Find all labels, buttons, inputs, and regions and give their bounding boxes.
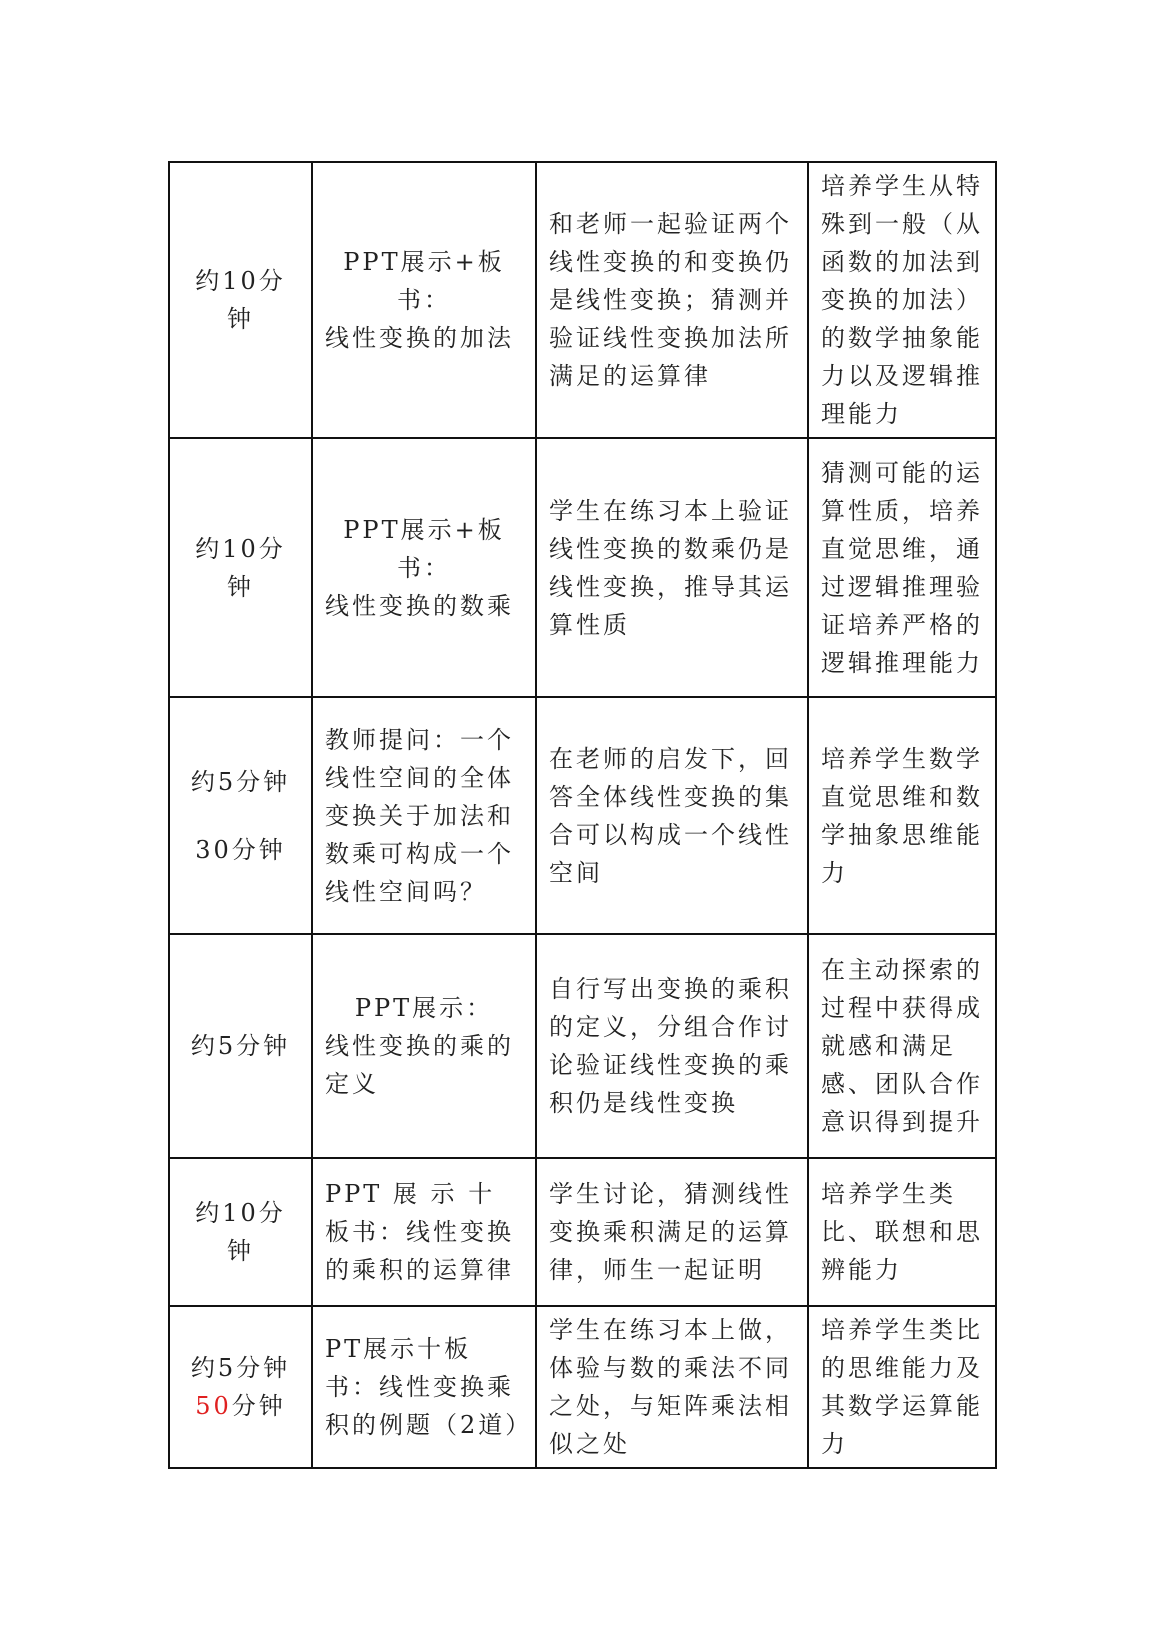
time-cell: [169, 1306, 312, 1468]
time-cell: [169, 697, 312, 934]
activity-line: PPT展示：: [354, 994, 494, 1022]
table-row: [169, 1306, 996, 1468]
time-cell: [169, 162, 312, 438]
goal-text: 猜测可能的运算性质，培养直觉思维，通过逻辑推理验证培养严格的逻辑推理能力: [821, 458, 983, 677]
table-row: [169, 697, 996, 934]
time-cell: [169, 1158, 312, 1306]
activity-cell: [312, 697, 536, 934]
activity-line: 线性变换的乘的定义: [325, 1032, 514, 1098]
activity-line: 线性变换的数乘: [325, 591, 514, 620]
goal-cell: [808, 1158, 996, 1306]
goal-text: 培养学生从特殊到一般（从函数的加法到变换的加法）的数学抽象能力以及逻辑推理能力: [821, 172, 983, 428]
student-activity-text: 在老师的启发下，回答全体线性变换的集合可以构成一个线性空间: [549, 744, 792, 887]
activity-cell: [312, 438, 536, 697]
minutes-suffix: 分钟: [231, 1392, 286, 1420]
activity-line: PPT展示+板书：: [343, 515, 505, 582]
lesson-plan-table: [168, 161, 997, 1469]
table-row: [169, 934, 996, 1158]
time-text: 约10分钟: [195, 534, 286, 601]
goal-text: 培养学生类比、联想和思辨能力: [821, 1180, 983, 1284]
activity-text: PPT 展 示 十 板书：线性变换的乘积的运算律: [325, 1180, 514, 1284]
time-text: 约10分钟: [195, 267, 286, 333]
time-text-total: [182, 1387, 299, 1425]
time-text: 约5分钟: [190, 767, 291, 796]
student-activity-cell: [536, 697, 808, 934]
student-activity-text: 学生在练习本上做，体验与数的乘法不同之处，与矩阵乘法相似之处: [549, 1316, 792, 1458]
goal-text: 在主动探索的过程中获得成就感和满足感、团队合作意识得到提升: [821, 956, 983, 1136]
goal-text: 培养学生数学直觉思维和数学抽象思维能力: [821, 744, 983, 887]
goal-text: 培养学生类比的思维能力及其数学运算能力: [821, 1316, 983, 1458]
student-activity-cell: [536, 1158, 808, 1306]
activity-text: 教师提问：一个线性空间的全体变换关于加法和数乘可构成一个线性空间吗？: [325, 725, 514, 906]
activity-cell: [312, 934, 536, 1158]
table-row: [169, 162, 996, 438]
activity-text: PT展示十板书：线性变换乘积的例题（2道）: [325, 1335, 533, 1439]
student-activity-cell: [536, 1306, 808, 1468]
activity-line: PPT展示+板书：: [343, 248, 505, 314]
student-activity-text: 学生讨论，猜测线性变换乘积满足的运算律，师生一起证明: [549, 1180, 792, 1284]
time-text: 约10分钟: [195, 1199, 286, 1265]
time-text: 约5分钟: [190, 1032, 291, 1060]
goal-cell: [808, 1306, 996, 1468]
table-row: [169, 438, 996, 697]
student-activity-cell: [536, 438, 808, 697]
table-row: [169, 1158, 996, 1306]
goal-cell: [808, 697, 996, 934]
activity-cell: [312, 1306, 536, 1468]
activity-line: 线性变换的加法: [325, 324, 514, 352]
student-activity-text: 和老师一起验证两个线性变换的和变换仍是线性变换；猜测并验证线性变换加法所满足的运算律: [549, 210, 792, 390]
highlighted-minutes: 50: [195, 1392, 232, 1420]
student-activity-cell: [536, 162, 808, 438]
student-activity-text: 学生在练习本上验证线性变换的数乘仍是线性变换，推导其运算性质: [549, 496, 792, 639]
student-activity-cell: [536, 934, 808, 1158]
goal-cell: [808, 438, 996, 697]
time-text-total: 30分钟: [195, 835, 286, 864]
activity-cell: [312, 162, 536, 438]
goal-cell: [808, 162, 996, 438]
time-cell: [169, 934, 312, 1158]
goal-cell: [808, 934, 996, 1158]
student-activity-text: 自行写出变换的乘积的定义，分组合作讨论验证线性变换的乘积仍是线性变换: [549, 975, 792, 1117]
time-text: 约5分钟: [190, 1354, 291, 1382]
activity-cell: [312, 1158, 536, 1306]
time-cell: [169, 438, 312, 697]
